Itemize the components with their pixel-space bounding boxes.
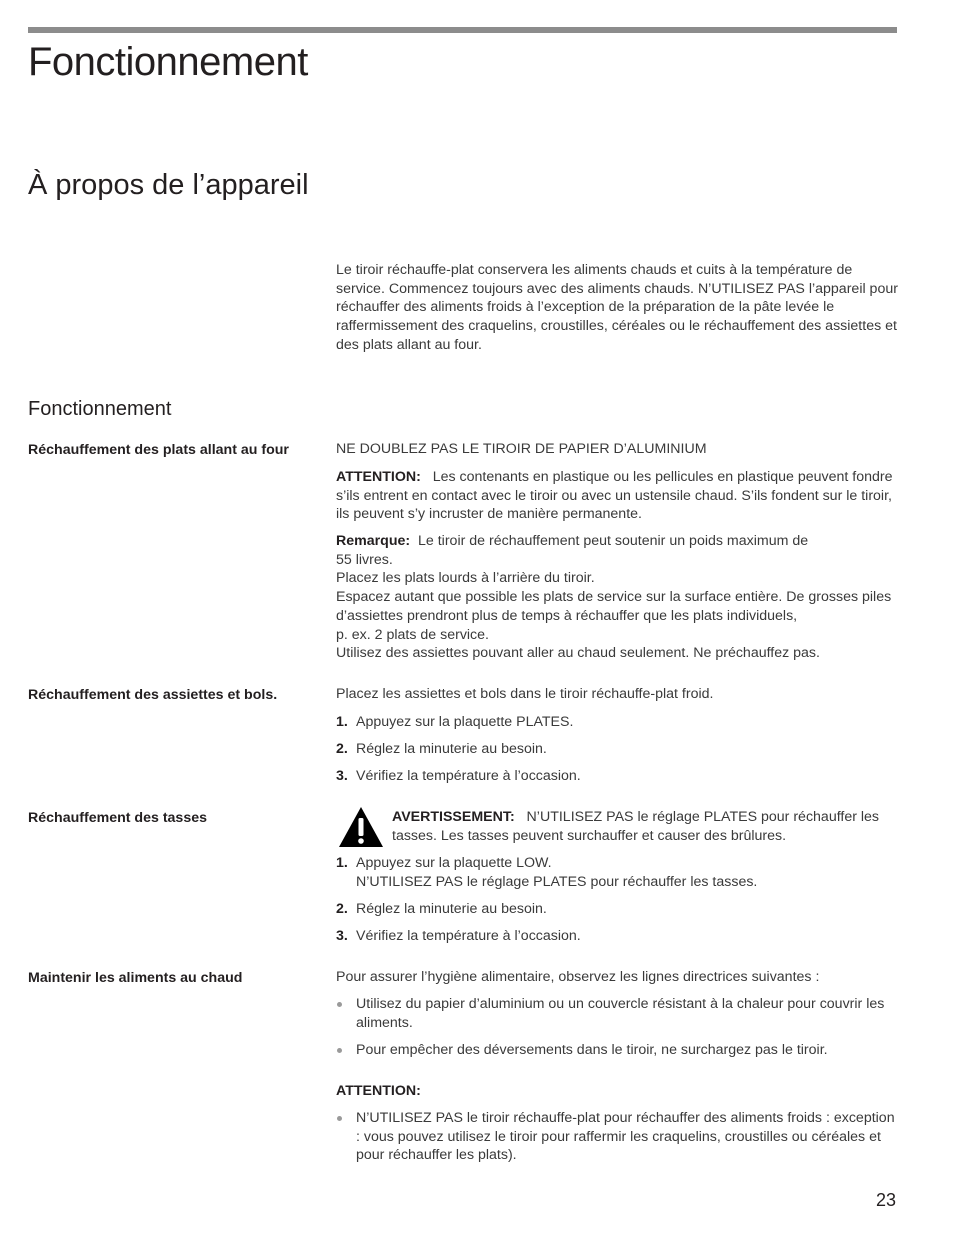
attention-label: ATTENTION: xyxy=(336,469,421,485)
list-item-text: Pour empêcher des déversements dans le tiroir, ne surchargez pas le tiroir. xyxy=(356,1042,828,1058)
warning-label: AVERTISSEMENT: xyxy=(392,809,515,825)
section-heading: À propos de l’appareil xyxy=(28,169,309,201)
attention-heading: ATTENTION: xyxy=(336,1083,421,1099)
step-text: Appuyez sur la plaquette PLATES. xyxy=(356,714,574,730)
step-item xyxy=(336,927,896,946)
list-item-text: Utilisez du papier d’aluminium ou un couvercle résistant à la chaleur pour couvrir les aliments. xyxy=(356,996,885,1031)
subsection-heading: Fonctionnement xyxy=(28,398,172,420)
intro-paragraph: Le tiroir réchauffe-plat conservera les aliments chauds et cuits à la température de service. Commencez toujours avec des aliments chauds. N’UTILISEZ PAS l’appareil pour réchauffer des aliments froids à l’exception de la préparation de la pâte levée le raffermissement des craquelins, croustilles, céréales ou le réchauffement des assiettes et des plats allant au four. xyxy=(336,262,898,353)
warning-paragraph xyxy=(392,808,897,845)
label-aliments-chaud: Maintenir les aliments au chaud xyxy=(28,970,243,986)
step-text: Réglez la minuterie au besoin. xyxy=(356,901,547,917)
top-rule xyxy=(28,27,897,33)
remarque-line5: p. ex. 2 plats de service. xyxy=(336,626,489,643)
step-item xyxy=(336,854,896,891)
warning-text: N’UTILISEZ PAS le réglage PLATES pour réchauffer les tasses. Les tasses peuvent surchauffer et causer des brûlures. xyxy=(392,809,880,844)
label-plats-four: Réchauffement des plats allant au four xyxy=(28,442,289,458)
remarque-line4: Espacez autant que possible les plats de service sur la surface entière. De grosses piles d’assiettes prendront plus de temps à réchauffer que les plats individuels, xyxy=(336,589,892,624)
step-text: Vérifiez la température à l’occasion. xyxy=(356,928,581,944)
remarque-label: Remarque: xyxy=(336,533,411,549)
remarque-text: Le tiroir de réchauffement peut soutenir un poids maximum de xyxy=(418,533,809,549)
list-item xyxy=(336,995,901,1032)
hygiene-intro: Pour assurer l’hygiène alimentaire, observez les lignes directrices suivantes : xyxy=(336,969,820,985)
bullet-icon xyxy=(337,1002,342,1007)
remarque-line3: Placez les plats lourds à l’arrière du tiroir. xyxy=(336,570,595,587)
step-text: Appuyez sur la plaquette LOW. xyxy=(356,855,552,871)
step-item xyxy=(336,767,896,786)
bullet-icon xyxy=(337,1116,342,1121)
page-number: 23 xyxy=(875,1190,896,1210)
step-item xyxy=(336,900,896,919)
step-text: Vérifiez la température à l’occasion. xyxy=(356,768,581,784)
list-item xyxy=(336,1109,901,1165)
assiettes-intro: Placez les assiettes et bols dans le tiroir réchauffe-plat froid. xyxy=(336,686,714,702)
step-number: 3. xyxy=(336,768,348,784)
list-item-text: N’UTILISEZ PAS le tiroir réchauffe-plat pour réchauffer des aliments froids : exception : vous pouvez utilisez le tiroir pour raffermir les craquelins, croustilles ou céréales et pour réchauffer les plats). xyxy=(356,1110,895,1164)
aluminium-notice: NE DOUBLEZ PAS LE TIROIR DE PAPIER D’ALUMINIUM xyxy=(336,441,707,457)
label-assiettes-bols: Réchauffement des assiettes et bols. xyxy=(28,687,278,703)
remarque-line2: 55 livres. xyxy=(336,551,393,568)
page-title: Fonctionnement xyxy=(28,40,308,84)
list-item xyxy=(336,1041,901,1060)
bullet-icon xyxy=(337,1048,342,1053)
attention-paragraph xyxy=(336,468,901,524)
remarque-line6: Utilisez des assiettes pouvant aller au chaud seulement. Ne préchauffez pas. xyxy=(336,645,820,662)
step-number: 1. xyxy=(336,714,348,730)
remarque-block xyxy=(336,532,901,663)
step-number: 2. xyxy=(336,741,348,757)
step-number: 3. xyxy=(336,928,348,944)
attention-text: Les contenants en plastique ou les pellicules en plastique peuvent fondre s’ils entrent en contact avec le tiroir ou avec un ustensile chaud. S’ils fondent sur le tiroir, ils peuvent s’y incruster de manière permanente. xyxy=(336,469,893,523)
step-subtext: N’UTILISEZ PAS le réglage PLATES pour réchauffer les tasses. xyxy=(356,873,758,890)
step-item xyxy=(336,740,896,759)
step-number: 1. xyxy=(336,855,348,871)
step-text: Réglez la minuterie au besoin. xyxy=(356,741,547,757)
warning-triangle-icon xyxy=(338,806,384,848)
step-number: 2. xyxy=(336,901,348,917)
step-item xyxy=(336,713,896,732)
label-tasses: Réchauffement des tasses xyxy=(28,810,207,826)
